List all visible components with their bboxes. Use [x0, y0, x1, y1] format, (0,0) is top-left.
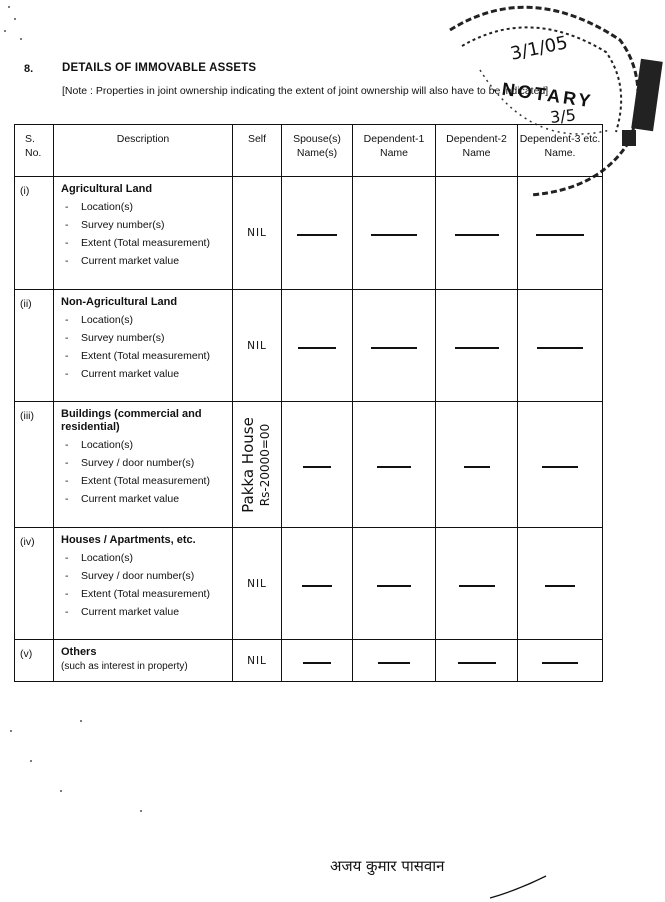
- list-item: - Location(s): [61, 439, 228, 452]
- row-self-value: NIL: [233, 177, 282, 290]
- row-dependent-2-value: [436, 177, 518, 290]
- list-item: - Survey / door number(s): [61, 570, 228, 583]
- header-spouse: Spouse(s) Name(s): [282, 125, 353, 177]
- signature-stroke: [488, 872, 548, 902]
- row-self-value: NIL: [233, 528, 282, 640]
- list-item: - Survey number(s): [61, 219, 228, 232]
- table-row: [15, 528, 603, 640]
- row-self-value: NIL: [233, 640, 282, 682]
- dash-mark: [378, 662, 410, 664]
- row-sno: (ii): [15, 290, 54, 402]
- self-line-2: Rs-20000=00: [258, 423, 272, 506]
- header-self: Self: [233, 125, 282, 177]
- row-dependent-2-value: [436, 402, 518, 528]
- dash-mark: [377, 585, 411, 587]
- row-description: [54, 402, 233, 528]
- dash-mark: [459, 585, 495, 587]
- row-category: Buildings (commercial and residential): [61, 408, 202, 433]
- dash-mark: [455, 234, 499, 236]
- row-spouse-value: [282, 528, 353, 640]
- signature: अजय कुमार पासवान: [330, 857, 445, 875]
- list-item: - Location(s): [61, 201, 228, 214]
- self-handwritten-entry: [240, 417, 274, 513]
- dash-mark: [371, 234, 417, 236]
- list-item: - Location(s): [61, 552, 228, 565]
- dash-mark: [545, 585, 575, 587]
- row-description: [54, 290, 233, 402]
- row-dependent-1-value: [353, 177, 436, 290]
- row-self-value: [233, 402, 282, 528]
- row-spouse-value: [282, 177, 353, 290]
- dash-mark: [537, 347, 583, 349]
- row-dependent-3-value: [518, 402, 603, 528]
- header-dependent-1: Dependent-1 Name: [353, 125, 436, 177]
- list-item: - Extent (Total measurement): [61, 475, 228, 488]
- row-dependent-2-value: [436, 640, 518, 682]
- row-spouse-value: [282, 402, 353, 528]
- table-row: [15, 402, 603, 528]
- immovable-assets-table: [14, 124, 603, 682]
- row-dependent-3-value: [518, 528, 603, 640]
- dash-mark: [377, 466, 411, 468]
- row-sno: (v): [15, 640, 54, 682]
- row-dependent-2-value: [436, 290, 518, 402]
- row-self-value: NIL: [233, 290, 282, 402]
- row-description: [54, 177, 233, 290]
- row-dependent-1-value: [353, 402, 436, 528]
- dash-mark: [458, 662, 496, 664]
- list-item: - Extent (Total measurement): [61, 350, 228, 363]
- row-dependent-1-value: [353, 640, 436, 682]
- table-row: [15, 640, 603, 682]
- list-item: - Survey number(s): [61, 332, 228, 345]
- list-item: - Survey / door number(s): [61, 457, 228, 470]
- row-sno: (i): [15, 177, 54, 290]
- dash-mark: [298, 347, 336, 349]
- row-description: [54, 528, 233, 640]
- dash-mark: [302, 585, 332, 587]
- row-dependent-2-value: [436, 528, 518, 640]
- section-number: 8.: [24, 63, 34, 75]
- row-category: Agricultural Land: [61, 183, 153, 195]
- row-spouse-value: [282, 640, 353, 682]
- row-category: Others: [61, 646, 97, 658]
- dash-mark: [536, 234, 584, 236]
- dash-mark: [455, 347, 499, 349]
- row-category: Houses / Apartments, etc.: [61, 534, 196, 546]
- list-item: - Current market value: [61, 606, 228, 619]
- dash-mark: [297, 234, 337, 236]
- table-row: [15, 290, 603, 402]
- row-dependent-3-value: [518, 640, 603, 682]
- header-dependent-2: Dependent-2 Name: [436, 125, 518, 177]
- self-line-1: Pakka House: [239, 416, 257, 513]
- row-dependent-1-value: [353, 528, 436, 640]
- row-dependent-3-value: [518, 177, 603, 290]
- dash-mark: [303, 466, 331, 468]
- header-description: Description: [54, 125, 233, 177]
- row-description: [54, 640, 233, 682]
- dash-mark: [303, 662, 331, 664]
- list-item: - Current market value: [61, 493, 228, 506]
- dash-mark: [542, 466, 578, 468]
- section-title: DETAILS OF IMMOVABLE ASSETS: [62, 62, 257, 74]
- stamp-date: 3/1/05: [508, 32, 570, 65]
- dash-mark: [371, 347, 417, 349]
- table-row: [15, 177, 603, 290]
- row-spouse-value: [282, 290, 353, 402]
- row-category: Non-Agricultural Land: [61, 296, 178, 308]
- list-item: - Extent (Total measurement): [61, 237, 228, 250]
- stamp-notary-text: NOTARY: [500, 78, 595, 112]
- row-sub-note: (such as interest in property): [61, 661, 188, 672]
- row-dependent-1-value: [353, 290, 436, 402]
- row-sno: (iv): [15, 528, 54, 640]
- list-item: - Location(s): [61, 314, 228, 327]
- list-item: - Extent (Total measurement): [61, 588, 228, 601]
- stamp-number: 3/5: [549, 105, 577, 127]
- header-dependent-3: Dependent-3 etc. Name.: [518, 125, 603, 177]
- header-row: [15, 125, 603, 177]
- row-dependent-3-value: [518, 290, 603, 402]
- header-sno: S. No.: [15, 125, 54, 177]
- row-sno: (iii): [15, 402, 54, 528]
- list-item: - Current market value: [61, 368, 228, 381]
- list-item: - Current market value: [61, 255, 228, 268]
- dash-mark: [542, 662, 578, 664]
- dash-mark: [464, 466, 490, 468]
- section-note: [Note : Properties in joint ownership indicating the extent of joint ownership will also have to be indicated]: [62, 85, 549, 97]
